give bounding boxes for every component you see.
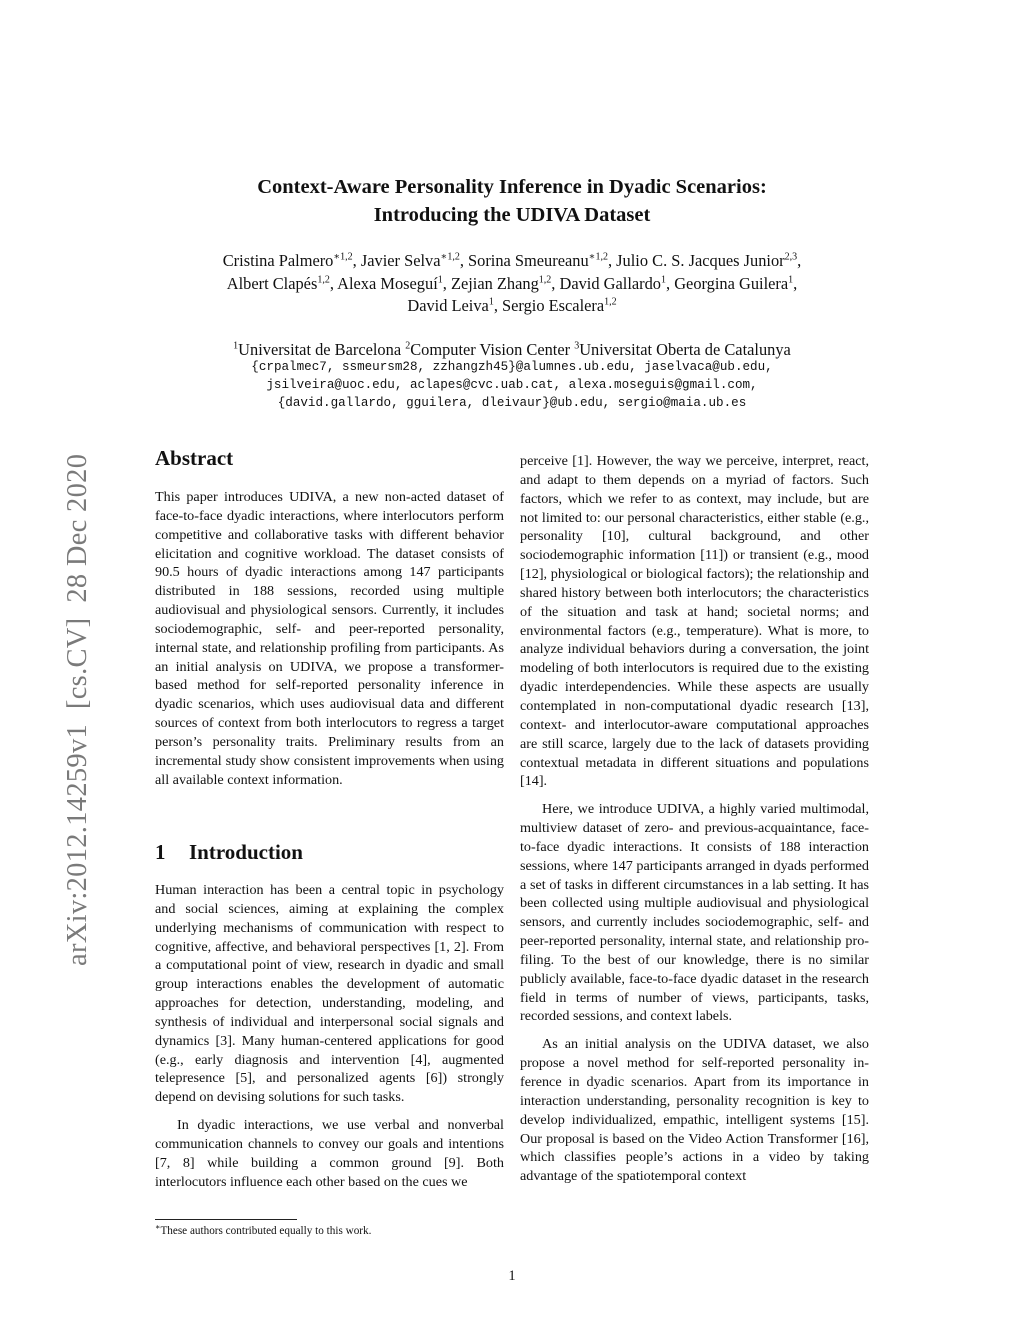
introduction-body: [155, 881, 504, 1192]
arxiv-stamp: arXiv:2012.14259v1 [cs.CV] 28 Dec 2020: [62, 453, 93, 966]
title-line-2: Introducing the UDIVA Dataset: [373, 204, 651, 226]
author-name: David Gallardo: [559, 273, 661, 293]
author-affiliation-mark: 1,2: [538, 274, 552, 286]
intro-paragraph-2: In dyadic interactions, we use verbal and nonverbal communication channels to convey our goals and intentions [7, 8] while building a common ground [9]. Both interlocutors influence each other based on the cues we: [155, 1117, 504, 1190]
author-affiliation-mark: 1: [437, 274, 443, 286]
section-title: Introduction: [189, 840, 303, 864]
email-line: jsilveira@uoc.edu, aclapes@cvc.uab.cat, alexa.moseguis@gmail.com,: [266, 377, 758, 392]
author-separator: ,: [666, 273, 675, 293]
author-name: Zejian Zhang: [450, 273, 539, 293]
author-name: Cristina Palmero: [222, 251, 334, 270]
arxiv-stamp-wrapper: [58, 406, 98, 966]
affiliation-mark: 2: [405, 340, 411, 352]
author-list: [140, 250, 884, 318]
right-paragraph-1: perceive [1]. However, the way we perceive, interpret, react, and adapt to them depends on a myriad of factors. Such factors, which we refer to as context, may include, but are not limited to: our personal characteristics, either stable (e.g., personality [10], cultural background, and other sociodemographic information [11]) or transient (e.g., mood [12], physiological or biological factors); the relationship and shared history between both interlocutors; the characteristics of the situation and task at hand; societal norms; and environmental factors (e.g., temperature). What is more, to analyze individual behaviors during a conversation, the joint modeling of both interlocutors is required due to the existing dyadic interdependencies. While these aspects are usually contemplated in non-computational dyadic research [13], context- and interlocutor-aware computational approaches are still scarce, largely due to the lack of datasets providing contextual metadata in different situations and populations [14].: [520, 453, 869, 790]
author-separator: ,: [493, 296, 503, 315]
author-separator: ,: [352, 251, 361, 270]
abstract-text: This paper introduces UDIVA, a new non-acted dataset of face-to-face dyadic interactions, where interlocutors perform competitive and collaborative tasks with different behavior elicitation and cognitive workload. The dataset consists of 90.5 hours of dyadic interactions among 147 participants distributed in 188 sessions, recorded using multiple audiovisual and physiological sensors. Currently, it includes sociodemographic, self- and peer-reported personality, internal state, and relationship profiling from participants. As an initial analysis on UDIVA, we propose a transformer-based method for self-reported personality inference in dyadic scenarios, which uses audiovisual data and different sources of context from both interlocutors to regress a target person’s personality traits. Preliminary results from an incremental study show consistent improvements when using all available context information.: [155, 489, 504, 788]
author-separator: ,: [551, 273, 560, 293]
right-column-body: [520, 452, 869, 1186]
author-separator: ,: [442, 273, 451, 293]
affiliation-mark: 1: [233, 340, 239, 352]
author-affiliation-mark: ∗1,2: [440, 251, 460, 263]
authors-line-2: [140, 273, 884, 296]
author-name: Sergio Escalera: [502, 296, 605, 315]
author-name: Javier Selva: [360, 251, 441, 270]
abstract-heading: Abstract: [155, 446, 234, 470]
title-line-1: Context-Aware Personality Inference in Dyadic Scenarios:: [257, 176, 767, 198]
affiliation-name: Computer Vision Center: [410, 340, 575, 359]
footnote-text: These authors contributed equally to this work.: [160, 1225, 372, 1237]
author-separator: ,: [607, 251, 617, 270]
author-name: Alexa Moseguí: [337, 273, 438, 293]
footnote: [155, 1224, 371, 1238]
abstract-body: [155, 488, 504, 790]
footnote-rule: [155, 1219, 297, 1220]
intro-paragraph-1: Human interaction has been a central topic in psychology and social sciences, aiming at explaining the complex underlying mechanisms of communication with respect to cognitive, affective, and behavioral perspectives [1, 2]. From a computational point of view, research in dyadic and small group interactions enables the development of automatic approaches for detection, understanding, modeling, and synthesis of individual and interpersonal social signals and dynamics [3]. Many human-centered applications for good (e.g., early diagnosis and intervention [4], augmented telepresence [5], and personalized agents [6]) strongly depend on devising solutions for such tasks.: [155, 882, 504, 1106]
author-affiliation-mark: 1: [488, 296, 494, 308]
author-name: Julio C. S. Jacques Junior: [616, 251, 785, 270]
section-heading-introduction: [155, 840, 303, 865]
author-affiliation-mark: ∗1,2: [333, 251, 353, 263]
email-block: [120, 359, 904, 412]
right-paragraph-3: As an initial analysis on the UDIVA dataset, we also propose a novel method for self-reported personality inference in dyadic scenarios. Apart from its importance in interaction understanding, personality recognition is key to develop individualized, empathic, intelligent systems [15]. Our proposal is based on the Video Action Transformer [16], which classifies people’s actions in a video by taking advantage of the spatiotemporal context: [520, 1036, 869, 1185]
author-affiliation-mark: 1: [661, 274, 666, 286]
author-affiliation-mark: 1,2: [604, 296, 617, 308]
author-name: David Leiva: [407, 296, 489, 315]
page-number: 1: [508, 1268, 516, 1284]
section-number: 1: [155, 840, 166, 864]
author-affiliation-mark: 2,3: [784, 251, 798, 263]
author-name: Albert Clapés: [226, 273, 318, 293]
affiliation-mark: 3: [574, 340, 580, 352]
email-line: {crpalmec7, ssmeursm28, zzhangzh45}@alumnes.ub.edu, jaselvaca@ub.edu,: [251, 360, 773, 374]
author-affiliation-mark: 1,2: [317, 274, 330, 286]
authors-line-3: [140, 295, 884, 318]
authors-line-1: [140, 250, 884, 273]
email-line: {david.gallardo, gguilera, dleivaur}@ub.edu, sergio@maia.ub.es: [277, 395, 747, 410]
right-paragraph-2: Here, we introduce UDIVA, a highly varied multimodal, multiview dataset of zero- and previous-acquaintance, face-to-face dyadic interactions. It consists of 188 interaction sessions, where 147 participants arranged in dyads performed a set of tasks in different circumstances in a lab setting. It has been collected using multiple audiovisual and physiological sensors, and currently includes sociodemographic, self- and peer-reported personality, internal state, and relationship profiling. To the best of our knowledge, there is no similar publicly available, face-to-face dyadic dataset in the research field in terms of number of views, participants, tasks, recorded sessions, and context labels.: [520, 801, 869, 1025]
affiliation-name: Universitat Oberta de Catalunya: [579, 340, 791, 359]
author-separator: ,: [329, 273, 338, 293]
author-affiliation-mark: 1: [788, 274, 794, 286]
author-separator: ,: [793, 273, 798, 293]
author-name: Sorina Smeureanu: [468, 251, 589, 270]
affiliation-name: Universitat de Barcelona: [238, 340, 406, 359]
author-affiliation-mark: ∗1,2: [588, 251, 608, 263]
author-separator: ,: [459, 251, 469, 270]
paper-title: [0, 173, 1024, 229]
author-name: Georgina Guilera: [674, 273, 789, 293]
footnote-mark: ∗: [155, 1222, 161, 1232]
author-separator: ,: [797, 251, 802, 270]
affiliations: [100, 340, 924, 360]
